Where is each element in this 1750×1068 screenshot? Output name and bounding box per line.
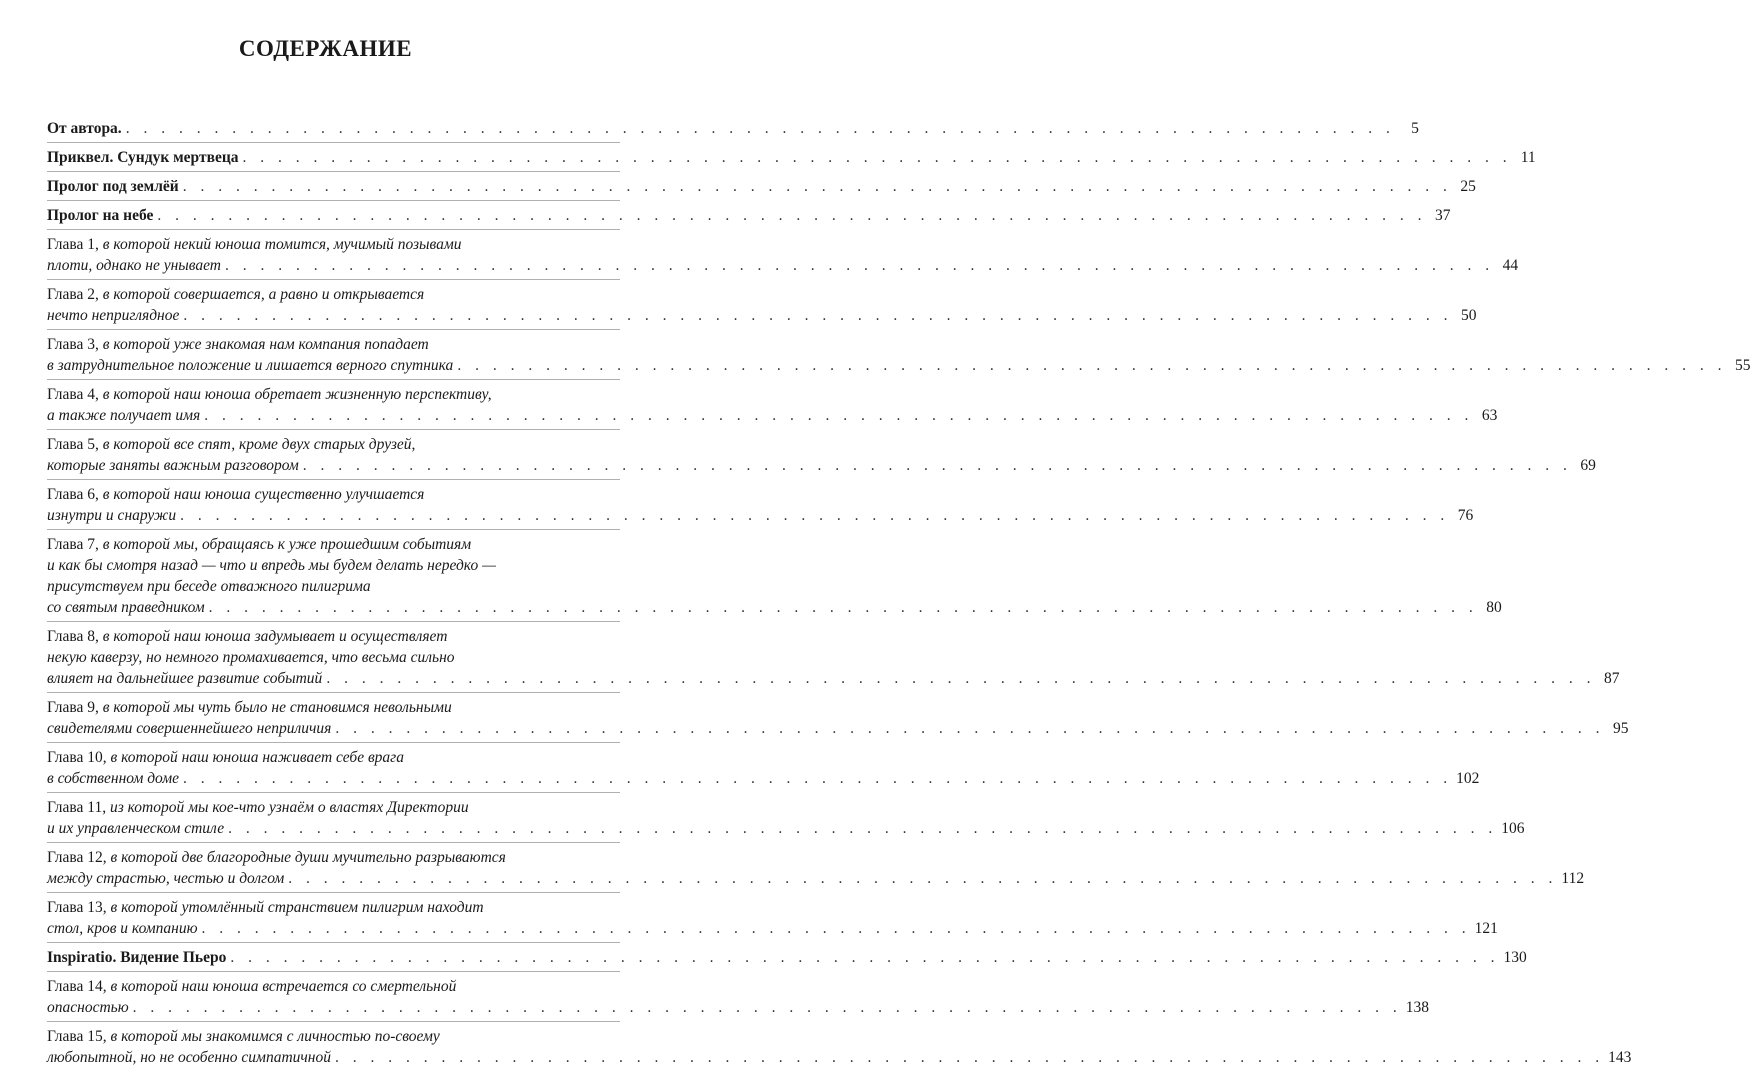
toc-entry-last-line xyxy=(47,818,1525,839)
dot-leader: . . . . . . . . . . . . . . . . . . . . . . . . . . . . . . . . . . . . . . . . . . . . . . . . . . . . . . . . . . . . . . . . . . . . . . . . xyxy=(326,670,1596,687)
toc-page-number: 44 xyxy=(1502,257,1519,274)
toc-entry-heading: Глава 4, xyxy=(47,386,103,403)
toc-entry-heading: Глава 7, xyxy=(47,536,103,553)
toc-entry[interactable] xyxy=(47,534,1502,618)
toc-entry-description: в которой мы чуть было не становимся невольными xyxy=(102,699,452,716)
toc-entry-line xyxy=(47,284,620,305)
toc-entry[interactable] xyxy=(47,234,1519,276)
toc-entry-description: в затруднительное положение и лишается верного спутника xyxy=(47,357,454,374)
toc-entry-heading: От автора. xyxy=(47,120,122,137)
dot-leader: . . . . . . . . . . . . . . . . . . . . . . . . . . . . . . . . . . . . . . . . . . . . . . . . . . . . . . . . . . . . . . . . . . . . . . . . xyxy=(334,1049,1605,1066)
toc-entry-description: в которой некий юноша томится, мучимый позывами xyxy=(102,236,462,253)
toc-entry-description: в которой утомлённый странствием пилигрим находит xyxy=(110,899,484,916)
dot-leader: . . . . . . . . . . . . . . . . . . . . . . . . . . . . . . . . . . . . . . . . . . . . . . . . . . . . . . . . . . . . . . . . . . . . . . . . xyxy=(183,770,1453,787)
toc-entry-description: плоти, однако не унывает xyxy=(47,257,222,274)
toc-entry-description: в которой все спят, кроме двух старых друзей, xyxy=(102,436,416,453)
toc-entry-description: и их управленческом стиле xyxy=(47,820,225,837)
toc-entry-description: в которой уже знакомая нам компания попадает xyxy=(102,336,429,353)
dot-leader: . . . . . . . . . . . . . . . . . . . . . . . . . . . . . . . . . . . . . . . . . . . . . . . . . . . . . . . . . . . . . . . . . . . . . . . . xyxy=(157,207,1427,224)
toc-entry[interactable] xyxy=(47,384,1498,426)
toc-entry-last-line xyxy=(47,505,1474,526)
dot-leader: . . . . . . . . . . . . . . . . . . . . . . . . . . . . . . . . . . . . . . . . . . . . . . . . . . . . . . . . . . . . . . . . . . . . . . . . xyxy=(302,457,1572,474)
toc-entry-last-line xyxy=(47,205,1451,226)
toc-entry-heading: Глава 6, xyxy=(47,486,103,503)
toc-entry-line xyxy=(47,847,620,868)
entry-divider xyxy=(47,329,620,330)
toc-page-number: 102 xyxy=(1456,770,1480,787)
toc-page-number: 87 xyxy=(1603,670,1620,687)
toc-entry-line xyxy=(47,534,620,555)
toc-entry[interactable] xyxy=(47,284,1477,326)
dot-leader: . . . . . . . . . . . . . . . . . . . . . . . . . . . . . . . . . . . . . . . . . . . . . . . . . . . . . . . . . . . . . . . . . . . . . . . . xyxy=(204,407,1474,424)
toc-entry-heading: Глава 3, xyxy=(47,336,103,353)
toc-entry-last-line xyxy=(47,947,1527,968)
toc-entry[interactable] xyxy=(47,797,1525,839)
toc-page-number: 76 xyxy=(1457,507,1474,524)
toc-entry-line xyxy=(47,697,620,718)
toc-entry-last-line xyxy=(47,1047,1632,1068)
toc-entry-line xyxy=(47,484,620,505)
entry-divider xyxy=(47,692,620,693)
entry-divider xyxy=(47,379,620,380)
entry-divider xyxy=(47,200,620,201)
toc-page-number: 130 xyxy=(1503,949,1527,966)
toc-entry-description: некую каверзу, но немного промахивается, что весьма сильно xyxy=(47,649,455,666)
toc-entry[interactable] xyxy=(47,205,1451,226)
toc-entry-description: стол, кров и компанию xyxy=(47,920,198,937)
toc-entry-description: в которой совершается, а равно и открывается xyxy=(102,286,425,303)
toc-entry-heading: Глава 13, xyxy=(47,899,111,916)
toc-entry[interactable] xyxy=(47,1026,1632,1068)
dot-leader: . . . . . . . . . . . . . . . . . . . . . . . . . . . . . . . . . . . . . . . . . . . . . . . . . . . . . . . . . . . . . . . . . . . . . . . . xyxy=(183,307,1453,324)
toc-entry-description: между страстью, честью и долгом xyxy=(47,870,285,887)
toc-page-number: 95 xyxy=(1612,720,1629,737)
toc-entry-description: присутствуем при беседе отважного пилигрима xyxy=(47,578,371,595)
dot-leader: . . . . . . . . . . . . . . . . . . . . . . . . . . . . . . . . . . . . . . . . . . . . . . . . . . . . . . . . . . . . . . . . . . . . . . . . xyxy=(125,120,1395,137)
toc-entry-line xyxy=(47,626,620,647)
toc-entry-description: изнутри и снаружи xyxy=(47,507,177,524)
toc-entry[interactable] xyxy=(47,897,1498,939)
toc-entry-last-line xyxy=(47,997,1429,1018)
toc-entry-description: которые заняты важным разговором xyxy=(47,457,299,474)
toc-page-number: 143 xyxy=(1608,1049,1632,1066)
toc-entry-last-line xyxy=(47,868,1585,889)
toc-entry-heading: Пролог на небе xyxy=(47,207,154,224)
dot-leader: . . . . . . . . . . . . . . . . . . . . . . . . . . . . . . . . . . . . . . . . . . . . . . . . . . . . . . . . . . . . . . . . . . . . . . . . xyxy=(288,870,1558,887)
dot-leader: . . . . . . . . . . . . . . . . . . . . . . . . . . . . . . . . . . . . . . . . . . . . . . . . . . . . . . . . . . . . . . . . . . . . . . . . xyxy=(208,599,1478,616)
toc-entry-heading: Глава 11, xyxy=(47,799,110,816)
toc-page-number: 80 xyxy=(1486,599,1502,616)
dot-leader: . . . . . . . . . . . . . . . . . . . . . . . . . . . . . . . . . . . . . . . . . . . . . . . . . . . . . . . . . . . . . . . . . . . . . . . . xyxy=(225,257,1495,274)
toc-entry-description: влияет на дальнейшее развитие событий xyxy=(47,670,323,687)
toc-entry[interactable] xyxy=(47,976,1429,1018)
toc-entry-line xyxy=(47,434,620,455)
dot-leader: . . . . . . . . . . . . . . . . . . . . . . . . . . . . . . . . . . . . . . . . . . . . . . . . . . . . . . . . . . . . . . . . . . . . . . . . xyxy=(228,820,1498,837)
dot-leader: . . . . . . . . . . . . . . . . . . . . . . . . . . . . . . . . . . . . . . . . . . . . . . . . . . . . . . . . . . . . . . . . . . . . . . . . xyxy=(132,999,1402,1016)
page-title: СОДЕРЖАНИЕ xyxy=(238,36,413,61)
toc-entry-heading: Глава 9, xyxy=(47,699,103,716)
toc-page-number: 5 xyxy=(1411,120,1419,137)
toc-entry[interactable] xyxy=(47,118,1419,139)
entry-divider xyxy=(47,171,620,172)
toc-entry-description: из которой мы кое-что узнаём о властях Директории xyxy=(109,799,469,816)
toc-entry-heading: Глава 15, xyxy=(47,1028,111,1045)
toc-entry-line xyxy=(47,234,620,255)
toc-entry-heading: Глава 10, xyxy=(47,749,111,766)
toc-page-number: 106 xyxy=(1501,820,1525,837)
toc-entry-last-line xyxy=(47,118,1419,139)
toc-entry-line xyxy=(47,647,620,668)
dot-leader: . . . . . . . . . . . . . . . . . . . . . . . . . . . . . . . . . . . . . . . . . . . . . . . . . . . . . . . . . . . . . . . . . . . . . . . . xyxy=(182,178,1452,195)
toc-entry-line xyxy=(47,976,620,997)
toc-page-number: 50 xyxy=(1461,307,1477,324)
toc-entry-last-line xyxy=(47,718,1629,739)
dot-leader: . . . . . . . . . . . . . . . . . . . . . . . . . . . . . . . . . . . . . . . . . . . . . . . . . . . . . . . . . . . . . . . . . . . . . . . . xyxy=(201,920,1471,937)
toc-entry-description: а также получает имя xyxy=(47,407,201,424)
toc-entry-heading: Глава 2, xyxy=(47,286,103,303)
entry-divider xyxy=(47,892,620,893)
entry-divider xyxy=(47,142,620,143)
entry-divider xyxy=(47,742,620,743)
toc-entry-line xyxy=(47,747,620,768)
toc-entry-description: в которой две благородные души мучительно разрываются xyxy=(110,849,506,866)
toc-entry-description: в которой наш юноша задумывает и осуществляет xyxy=(102,628,448,645)
entry-divider xyxy=(47,942,620,943)
toc-page-number: 138 xyxy=(1405,999,1429,1016)
toc-entry-last-line xyxy=(47,405,1498,426)
entry-divider xyxy=(47,792,620,793)
toc-entry[interactable] xyxy=(47,434,1596,476)
toc-entry-description: в которой наш юноша наживает себе врага xyxy=(110,749,404,766)
toc-entry-heading: Пролог под землёй xyxy=(47,178,179,195)
toc-entry-description: в которой наш юноша обретает жизненную перспективу, xyxy=(102,386,492,403)
entry-divider xyxy=(47,842,620,843)
toc-entry-description: в собственном доме xyxy=(47,770,179,787)
entry-divider xyxy=(47,621,620,622)
toc-entry-line xyxy=(47,384,620,405)
toc-entry-heading: Глава 14, xyxy=(47,978,111,995)
entry-divider xyxy=(47,971,620,972)
dot-leader: . . . . . . . . . . . . . . . . . . . . . . . . . . . . . . . . . . . . . . . . . . . . . . . . . . . . . . . . . . . . . . . . . . . . . . . . xyxy=(230,949,1500,966)
toc-entry-description: в которой наш юноша существенно улучшается xyxy=(102,486,425,503)
toc-entry-description: свидетелями совершеннейшего неприличия xyxy=(47,720,332,737)
toc-entry-last-line xyxy=(47,668,1620,689)
toc-entry-description: любопытной, но не особенно симпатичной xyxy=(47,1049,331,1066)
toc-page-number: 121 xyxy=(1474,920,1498,937)
toc-entry-last-line xyxy=(47,305,1477,326)
toc-page-number: 112 xyxy=(1561,870,1585,887)
toc-entry[interactable] xyxy=(47,947,1527,968)
toc-entry-heading: Глава 12, xyxy=(47,849,111,866)
toc-entry[interactable] xyxy=(47,334,1750,376)
toc-entry-line xyxy=(47,897,620,918)
toc-entry-line xyxy=(47,1026,620,1047)
toc-entry-line xyxy=(47,576,620,597)
toc-entry-last-line xyxy=(47,918,1498,939)
toc-entry-last-line xyxy=(47,768,1480,789)
toc-entry-description: в которой мы, обращаясь к уже прошедшим событиям xyxy=(102,536,472,553)
toc-page-number: 37 xyxy=(1435,207,1451,224)
toc-entry-line xyxy=(47,555,620,576)
toc-entry-last-line xyxy=(47,176,1476,197)
dot-leader: . . . . . . . . . . . . . . . . . . . . . . . . . . . . . . . . . . . . . . . . . . . . . . . . . . . . . . . . . . . . . . . . . . . . . . . . xyxy=(242,149,1512,166)
toc-entry-heading: Глава 5, xyxy=(47,436,103,453)
entry-divider xyxy=(47,279,620,280)
toc-list xyxy=(47,118,1750,1068)
entry-divider xyxy=(47,1021,620,1022)
toc-entry-heading: Глава 1, xyxy=(47,236,103,253)
toc-entry-description: нечто неприглядное xyxy=(47,307,180,324)
toc-entry[interactable] xyxy=(47,147,1536,168)
toc-entry-description: в которой наш юноша встречается со смертельной xyxy=(110,978,457,995)
toc-entry-heading: Inspiratio. Видение Пьеро xyxy=(47,949,227,966)
toc-entry[interactable] xyxy=(47,847,1585,889)
toc-page-number: 11 xyxy=(1520,149,1536,166)
toc-entry-line xyxy=(47,334,620,355)
entry-divider xyxy=(47,529,620,530)
toc-entry-description: в которой мы знакомимся с личностью по-своему xyxy=(110,1028,440,1045)
toc-entry[interactable] xyxy=(47,484,1474,526)
toc-page-number: 69 xyxy=(1580,457,1596,474)
toc-page-number: 55 xyxy=(1734,357,1750,374)
toc-page-number: 63 xyxy=(1481,407,1498,424)
toc-entry-last-line xyxy=(47,355,1750,376)
toc-entry-heading: Приквел. Сундук мертвеца xyxy=(47,149,239,166)
toc-entry-description: опасностью xyxy=(47,999,129,1016)
entry-divider xyxy=(47,429,620,430)
toc-entry-heading: Глава 8, xyxy=(47,628,103,645)
dot-leader: . . . . . . . . . . . . . . . . . . . . . . . . . . . . . . . . . . . . . . . . . . . . . . . . . . . . . . . . . . . . . . . . . . . . . . . . xyxy=(457,357,1727,374)
toc-entry-description: и как бы смотря назад — что и впредь мы будем делать нередко — xyxy=(47,557,496,574)
toc-entry[interactable] xyxy=(47,747,1480,789)
entry-divider xyxy=(47,479,620,480)
toc-entry[interactable] xyxy=(47,697,1629,739)
toc-entry-line xyxy=(47,797,620,818)
toc-entry-last-line xyxy=(47,255,1519,276)
toc-page-number: 25 xyxy=(1460,178,1476,195)
toc-entry-last-line xyxy=(47,597,1502,618)
dot-leader: . . . . . . . . . . . . . . . . . . . . . . . . . . . . . . . . . . . . . . . . . . . . . . . . . . . . . . . . . . . . . . . . . . . . . . . . xyxy=(180,507,1450,524)
toc-entry-description: со святым праведником xyxy=(47,599,205,616)
toc-entry[interactable] xyxy=(47,626,1620,689)
dot-leader: . . . . . . . . . . . . . . . . . . . . . . . . . . . . . . . . . . . . . . . . . . . . . . . . . . . . . . . . . . . . . . . . . . . . . . . . xyxy=(335,720,1605,737)
toc-entry-last-line xyxy=(47,455,1596,476)
toc-entry-last-line xyxy=(47,147,1536,168)
toc-entry[interactable] xyxy=(47,176,1476,197)
entry-divider xyxy=(47,229,620,230)
